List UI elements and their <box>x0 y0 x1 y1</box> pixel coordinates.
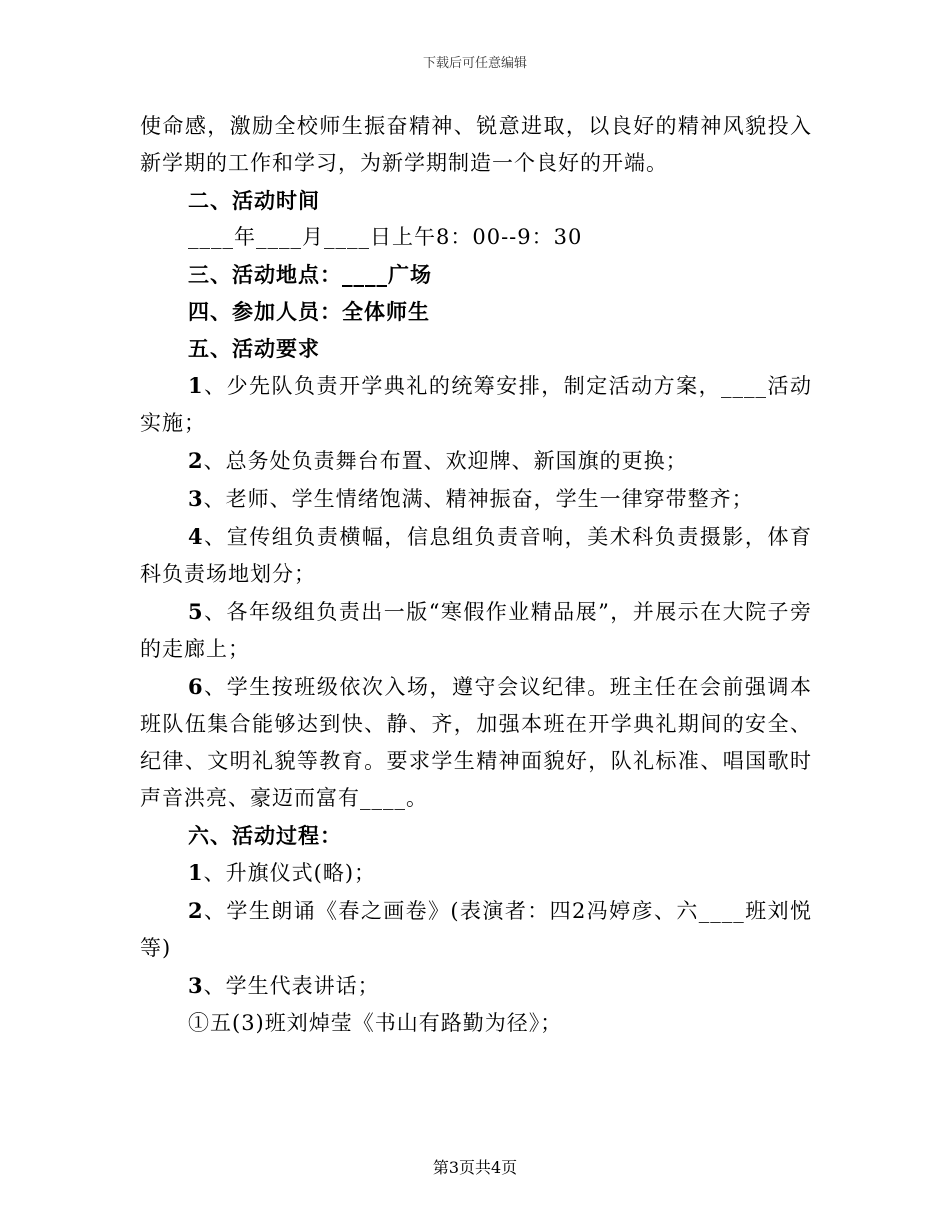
item-text: 、总务处负责舞台布置、欢迎牌、新国旗的更换； <box>203 449 688 473</box>
process-item <box>140 854 812 892</box>
item-number: 1 <box>188 373 204 398</box>
item-text: 、学生按班级依次入场，遵守会议纪律。班主任在会前强调本班队伍集合能够达到快、静、齐，加强本班在开学典礼期间的安全、纪律、文明礼貌等教育。要求学生精神面貌好，队礼标准、唱国歌时声音洪亮、豪迈而富有____。 <box>140 675 812 810</box>
item-number: 1 <box>188 860 204 885</box>
document-body <box>140 108 812 1042</box>
requirement-item <box>140 668 812 817</box>
item-text: 、少先队负责开学典礼的统筹安排，制定活动方案，____活动实施； <box>140 374 812 435</box>
item-text: 、学生朗诵《春之画卷》(表演者：四2冯婷彦、六____班刘悦等) <box>140 899 812 960</box>
item-number: 3 <box>188 973 204 998</box>
item-text: 、学生代表讲话； <box>203 974 380 998</box>
speech-item: ①五(3)班刘焯莹《书山有路勤为径》； <box>188 1011 563 1035</box>
process-item <box>140 892 812 967</box>
item-number: 5 <box>188 599 204 624</box>
item-number: 3 <box>188 486 204 511</box>
heading-activity-process: 六、活动过程： <box>188 823 342 848</box>
activity-time-value: ____年____月____日上午8：00--9：30 <box>188 225 583 249</box>
item-number: 2 <box>188 448 204 473</box>
requirement-item <box>140 442 812 480</box>
heading-activity-requirements: 五、活动要求 <box>188 336 320 361</box>
item-text: 、老师、学生情绪饱满、精神振奋，学生一律穿带整齐； <box>203 487 754 511</box>
item-text: 、各年级组负责出一版“寒假作业精品展”，并展示在大院子旁的走廊上； <box>140 600 812 661</box>
heading-participants: 四、参加人员：全体师生 <box>188 299 430 324</box>
heading-activity-location: 三、活动地点：____广场 <box>188 262 432 287</box>
item-number: 4 <box>188 524 204 549</box>
item-number: 6 <box>188 674 204 699</box>
page-footer: 第3页共4页 <box>432 1158 518 1177</box>
item-text: 、宣传组负责横幅，信息组负责音响，美术科负责摄影，体育科负责场地划分； <box>140 525 812 586</box>
requirement-item <box>140 518 812 593</box>
item-text: 、升旗仪式(略)； <box>203 861 377 885</box>
paragraph-intro: 使命感，激励全校师生振奋精神、锐意进取，以良好的精神风貌投入新学期的工作和学习，为新学期制造一个良好的开端。 <box>140 114 812 175</box>
requirement-item <box>140 367 812 442</box>
process-item <box>140 967 812 1005</box>
heading-activity-time: 二、活动时间 <box>188 188 320 213</box>
item-number: 2 <box>188 898 204 923</box>
requirement-item <box>140 593 812 668</box>
requirement-item <box>140 480 812 518</box>
page-header: 下载后可任意编辑 <box>422 56 527 71</box>
